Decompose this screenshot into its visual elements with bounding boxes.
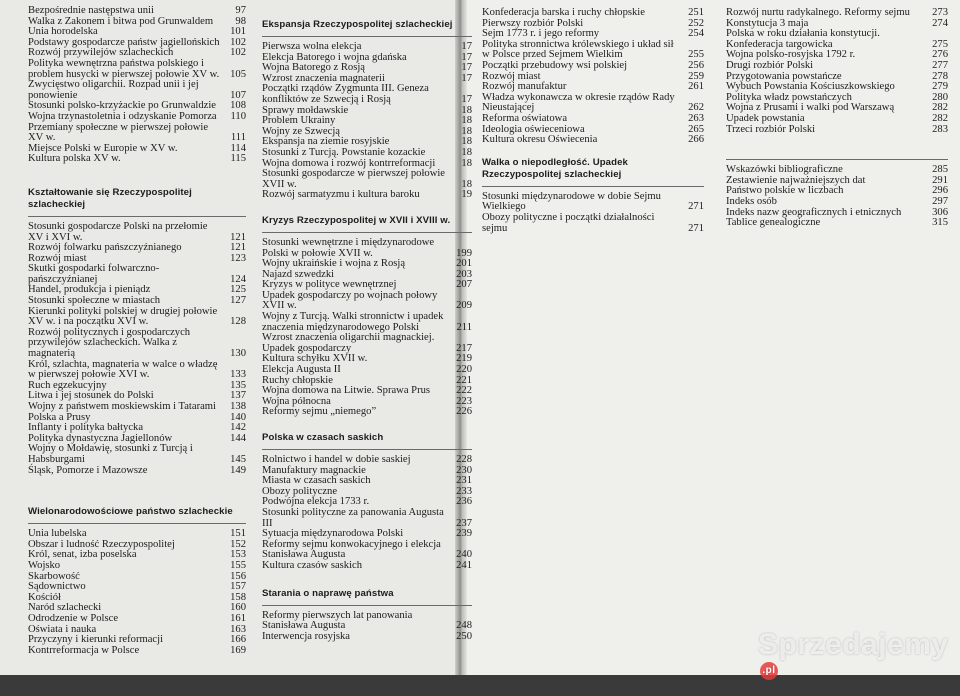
- toc-entry-title: Kościół: [28, 591, 61, 603]
- toc-entry: [28, 466, 246, 477]
- toc-entry: [28, 646, 246, 657]
- toc-entry-page: 18: [461, 115, 472, 127]
- toc-entry-page: 217: [456, 342, 472, 354]
- toc-entry-title: Kultura czasów saskich: [262, 559, 363, 571]
- toc-section: [726, 8, 948, 135]
- toc-entry-page: 149: [230, 464, 246, 476]
- toc-entry: [262, 148, 472, 159]
- toc-entry-title: Wojny o Mołdawię, stosunki z Turcją i Habsburgami: [28, 443, 193, 465]
- toc-entry-page: 297: [932, 195, 948, 207]
- toc-entry-page: 285: [932, 164, 948, 176]
- toc-entry: [482, 40, 704, 61]
- toc-entry-title: Sejm 1773 r. i jego reformy: [482, 28, 600, 40]
- toc-entry-page: 160: [230, 602, 246, 614]
- toc-entry-page: 155: [230, 559, 246, 571]
- toc-entry-page: 153: [230, 549, 246, 561]
- toc-entry-page: 102: [230, 36, 246, 48]
- toc-entry-page: 128: [230, 316, 246, 328]
- toc-entry-page: 163: [230, 623, 246, 635]
- heading-rule: [262, 36, 472, 37]
- toc-entry-title: Przygotowania powstańcze: [726, 70, 842, 82]
- toc-entry-page: 220: [456, 364, 472, 376]
- toc-entry-title: Polityka wewnętrzna państwa polskiego i problem husycki w pierwszej połowie XV w.: [28, 57, 220, 80]
- toc-entry-page: 101: [230, 26, 246, 38]
- toc-entry-title: Manufaktury magnackie: [262, 464, 366, 476]
- toc-entry-page: 256: [688, 59, 704, 71]
- toc-entry: [262, 540, 472, 561]
- toc-entry-title: Kierunki polityki polskiej w drugiej połowie XV w. i na początku XVI w.: [28, 305, 218, 328]
- toc-entry-page: 261: [688, 81, 704, 93]
- toc-column-4: [726, 8, 948, 229]
- toc-column-2: [262, 8, 472, 642]
- toc-entry-title: Trzeci rozbiór Polski: [726, 123, 816, 135]
- toc-entry: [262, 407, 472, 418]
- toc-entry: [482, 61, 704, 72]
- toc-entry-page: 306: [932, 206, 948, 218]
- toc-section-heading: Kształtowanie się Rzeczypospolitej szlacheckiej: [28, 186, 192, 210]
- toc-entry-title: Upadek gospodarczy po wojnach połowy XVII w.: [262, 289, 438, 312]
- toc-entry-title: Kultura schyłku XVII w.: [262, 353, 368, 365]
- toc-entry-title: Wojna północna: [262, 395, 331, 407]
- watermark-suffix: .pl: [760, 662, 778, 680]
- toc-entry-page: 161: [230, 612, 246, 624]
- toc-entry-page: 280: [932, 91, 948, 103]
- toc-entry-title: Konstytucja 3 maja: [726, 17, 809, 29]
- heading-rule: [262, 605, 472, 606]
- toc-entry-page: 123: [230, 252, 246, 264]
- toc-entry-title: Indeks nazw geograficznych i etnicznych: [726, 206, 902, 218]
- toc-entry-page: 209: [456, 300, 472, 312]
- toc-entry-title: Indeks osób: [726, 195, 777, 207]
- toc-entry-title: Zwycięstwo oligarchii. Rozpad unii i jej ponowienie: [28, 79, 199, 101]
- toc-entry-page: 273: [932, 7, 948, 18]
- toc-section-heading: Ekspansja Rzeczypospolitej szlacheckiej: [262, 19, 453, 30]
- toc-entry: [28, 6, 246, 17]
- toc-entry-page: 266: [688, 134, 704, 146]
- toc-entry-page: 241: [456, 559, 472, 571]
- toc-entry-page: 277: [932, 59, 948, 71]
- toc-entry-title: Elekcja Batorego i wojna gdańska: [262, 51, 407, 63]
- toc-entry-title: Ruch egzekucyjny: [28, 379, 107, 391]
- toc-entry-page: 240: [456, 549, 472, 561]
- toc-entry-title: Władza wykonawcza w okresie rządów Rady Nieustającej: [482, 91, 675, 114]
- toc-entry-page: 255: [688, 49, 704, 61]
- toc-entry: [262, 42, 472, 53]
- heading-rule: [262, 449, 472, 450]
- toc-entry: [28, 123, 246, 144]
- toc-entry-page: 222: [456, 385, 472, 397]
- heading-rule: [28, 523, 246, 524]
- toc-entry-page: 279: [932, 81, 948, 93]
- toc-entry: [28, 59, 246, 80]
- toc-entry-page: 156: [230, 570, 246, 582]
- toc-entry-page: 102: [230, 47, 246, 59]
- toc-entry-title: Stosunki polityczne za panowania Augusta III: [262, 506, 444, 529]
- toc-entry-title: Interwencja rosyjska: [262, 630, 350, 642]
- toc-entry-page: 124: [230, 273, 246, 285]
- toc-entry-title: Wojny ukraińskie i wojna z Rosją: [262, 258, 406, 270]
- toc-entry-page: 108: [230, 100, 246, 112]
- toc-entry-page: 248: [456, 620, 472, 632]
- toc-entry-page: 251: [688, 7, 704, 18]
- toc-entry-page: 151: [230, 528, 246, 540]
- toc-entry: [262, 238, 472, 259]
- toc-entry-title: Sprawy mołdawskie: [262, 104, 349, 116]
- toc-entry-title: Miejsce Polski w Europie w XV w.: [28, 142, 178, 154]
- toc-entry-page: 236: [456, 496, 472, 508]
- toc-entry-page: 140: [230, 411, 246, 423]
- toc-entry-title: Problem Ukrainy: [262, 115, 336, 127]
- toc-entry-title: Obozy polityczne: [262, 485, 338, 497]
- toc-column-3: [482, 8, 704, 234]
- toc-entry-title: Reformy sejmu konwokacyjnego i elekcja Stanisława Augusta: [262, 538, 441, 561]
- toc-entry-page: 230: [456, 464, 472, 476]
- toc-entry: [28, 222, 246, 243]
- toc-entry-page: 276: [932, 49, 948, 61]
- toc-entry-page: 137: [230, 390, 246, 402]
- toc-entry-title: Polska a Prusy: [28, 411, 91, 423]
- toc-entry-title: Bezpośrednie następstwa unii: [28, 5, 154, 16]
- toc-entry: [726, 197, 948, 208]
- toc-entry-page: 250: [456, 630, 472, 642]
- toc-section: [482, 157, 704, 234]
- toc-entry-page: 265: [688, 123, 704, 135]
- toc-entry-page: 271: [688, 222, 704, 234]
- toc-entry-title: Państwo polskie w liczbach: [726, 185, 844, 197]
- toc-entry-title: Obszar i ludność Rzeczypospolitej: [28, 538, 175, 550]
- toc-entry-page: 283: [932, 123, 948, 135]
- heading-rule: [28, 216, 246, 217]
- toc-entry-page: 18: [461, 125, 472, 137]
- toc-section: [262, 215, 472, 418]
- toc-entry-title: Kryzys w polityce wewnętrznej: [262, 279, 397, 291]
- toc-entry-page: 130: [230, 348, 246, 360]
- toc-entry-page: 115: [230, 153, 246, 165]
- toc-entry-page: 17: [461, 93, 472, 105]
- toc-entry-page: 201: [456, 258, 472, 270]
- toc-entry: [262, 632, 472, 643]
- toc-entry-page: 144: [230, 432, 246, 444]
- toc-section: [28, 506, 246, 656]
- toc-entry-page: 127: [230, 295, 246, 307]
- toc-entry-page: 107: [230, 89, 246, 101]
- toc-entry-page: 121: [230, 242, 246, 254]
- watermark-text: Sprzedajemy: [758, 628, 949, 661]
- toc-entry-title: Ekspansja na ziemie rosyjskie: [262, 136, 390, 148]
- toc-entry-title: Kultura polska XV w.: [28, 153, 121, 165]
- toc-entry: [262, 312, 472, 333]
- section-rule: [726, 159, 948, 160]
- toc-entry-title: Wojna z Prusami i walki pod Warszawą: [726, 102, 895, 114]
- toc-entry-title: Stosunki społeczne w miastach: [28, 295, 161, 307]
- toc-entry-title: Konfederacja barska i ruchy chłopskie: [482, 7, 645, 18]
- toc-entry-title: Najazd szwedzki: [262, 268, 335, 280]
- toc-entry-page: 296: [932, 185, 948, 197]
- toc-entry-page: 199: [456, 247, 472, 259]
- toc-entry: [726, 61, 948, 72]
- toc-entry-title: Rozwój przywilejów szlacheckich: [28, 47, 174, 59]
- toc-entry-page: 262: [688, 102, 704, 114]
- toc-entry-title: Polityka dynastyczna Jagiellonów: [28, 432, 173, 444]
- toc-entry-title: Pierwsza wolna elekcja: [262, 41, 362, 52]
- toc-entry-title: Wojny z państwem moskiewskim i Tatarami: [28, 401, 216, 412]
- toc-entry-title: Polityka władz powstańczych: [726, 91, 852, 103]
- toc-entry-page: 237: [456, 517, 472, 529]
- toc-entry-title: Obozy polityczne i początki działalności sejmu: [482, 211, 655, 234]
- toc-entry-page: 315: [932, 217, 948, 229]
- toc-section: [28, 187, 246, 476]
- toc-entry: [482, 114, 704, 125]
- toc-section: [726, 159, 948, 229]
- toc-entry-title: Polska w roku działania konstytucji. Konfederacja targowicka: [726, 28, 880, 50]
- toc-entry-title: Król, senat, izba poselska: [28, 549, 137, 561]
- toc-entry-title: Skutki gospodarki folwarczno-pańszczyźnianej: [28, 263, 160, 285]
- toc-entry-page: 135: [230, 379, 246, 391]
- toc-entry-page: 274: [932, 17, 948, 29]
- toc-entry: [482, 213, 704, 234]
- toc-entry-title: Wzrost znaczenia oligarchii magnackiej. Upadek gospodarczy: [262, 332, 435, 354]
- toc-entry-page: 252: [688, 17, 704, 29]
- toc-entry-title: Miasta w czasach saskich: [262, 475, 371, 487]
- toc-entry-page: 138: [230, 401, 246, 412]
- toc-entry-title: Rolnictwo i handel w dobie saskiej: [262, 454, 411, 465]
- toc-entry-title: Walka z Zakonem i bitwa pod Grunwaldem: [28, 15, 214, 27]
- toc-entry-page: 145: [230, 453, 246, 465]
- toc-entry-page: 18: [461, 157, 472, 169]
- toc-section-heading: Kryzys Rzeczypospolitej w XVII i XVIII w.: [262, 214, 451, 226]
- toc-entry-title: Król, szlachta, magnateria w walce o władzę w pierwszej połowie XVI w.: [28, 358, 218, 381]
- toc-entry: [262, 190, 472, 201]
- toc-entry-title: Wojny z Turcją. Walki stronnictw i upadek znaczenia międzynarodowego Polski: [262, 311, 444, 333]
- toc-entry-title: Przyczyny i kierunki reformacji: [28, 634, 164, 646]
- toc-entry: [726, 114, 948, 125]
- toc-entry: [262, 333, 472, 354]
- heading-rule: [262, 232, 472, 233]
- toc-entry-title: Rozwój folwarku pańszczyźnianego: [28, 242, 182, 254]
- toc-entry-page: 203: [456, 268, 472, 280]
- toc-entry: [262, 611, 472, 632]
- toc-entry: [28, 264, 246, 285]
- toc-entry-title: Zestawienie najważniejszych dat: [726, 174, 866, 186]
- toc-entry-title: Rozwój nurtu radykalnego. Reformy sejmu: [726, 7, 910, 18]
- toc-entry-title: Unia lubelska: [28, 528, 87, 540]
- toc-entry-page: 278: [932, 70, 948, 82]
- toc-entry-page: 18: [461, 178, 472, 190]
- toc-entry-title: Skarbowość: [28, 570, 80, 582]
- toc-entry-title: Wojna domowa i rozwój kontrreformacji: [262, 157, 436, 169]
- toc-entry-page: 233: [456, 485, 472, 497]
- toc-entry-title: Elekcja Augusta II: [262, 364, 341, 376]
- toc-entry-title: Reformy sejmu „niemego”: [262, 406, 377, 418]
- toc-entry-page: 259: [688, 70, 704, 82]
- toc-entry: [262, 561, 472, 572]
- toc-entry-title: Inflanty i polityka bałtycka: [28, 422, 144, 434]
- toc-entry-page: 18: [461, 146, 472, 158]
- toc-entry-page: 98: [235, 15, 246, 27]
- toc-entry-title: Pierwszy rozbiór Polski: [482, 17, 584, 29]
- toc-entry: [28, 80, 246, 101]
- toc-entry-title: Stosunki polsko-krzyżackie po Grunwaldzie: [28, 100, 216, 112]
- toc-entry-title: Kontrreformacja w Polsce: [28, 644, 140, 656]
- toc-entry-page: 157: [230, 581, 246, 593]
- toc-column-1: [28, 6, 246, 656]
- toc-entry: [262, 508, 472, 529]
- toc-entry-title: Wybuch Powstania Kościuszkowskiego: [726, 81, 895, 93]
- toc-entry-title: Upadek powstania: [726, 112, 805, 124]
- toc-entry: [28, 328, 246, 360]
- toc-entry-page: 211: [456, 321, 472, 333]
- toc-entry-title: Podwójna elekcja 1733 r.: [262, 496, 370, 508]
- toc-entry: [482, 135, 704, 146]
- toc-entry: [482, 192, 704, 213]
- toc-entry: [28, 402, 246, 413]
- toc-entry-page: 17: [461, 51, 472, 63]
- toc-entry-page: 17: [461, 41, 472, 52]
- toc-entry: [28, 112, 246, 123]
- toc-entry-title: Stosunki międzynarodowe w dobie Sejmu Wielkiego: [482, 190, 661, 213]
- toc-entry-title: Wojna trzynastoletnia i odzyskanie Pomorza: [28, 110, 217, 122]
- toc-entry-page: 282: [932, 102, 948, 114]
- toc-section-heading: Walka o niepodległość. Upadek Rzeczypospolitej szlacheckiej: [482, 156, 628, 180]
- toc-entry-page: 223: [456, 395, 472, 407]
- toc-entry: [726, 218, 948, 229]
- toc-entry-page: 19: [461, 189, 472, 201]
- toc-entry-title: Drugi rozbiór Polski: [726, 59, 814, 71]
- toc-entry-title: Wzrost znaczenia magnaterii: [262, 72, 385, 84]
- toc-entry-page: 17: [461, 72, 472, 84]
- toc-entry-page: 275: [932, 38, 948, 50]
- toc-entry-page: 111: [230, 132, 246, 144]
- toc-entry: [262, 169, 472, 190]
- toc-entry-title: Odrodzenie w Polsce: [28, 612, 119, 624]
- toc-entry-title: Sytuacja międzynarodowa Polski: [262, 528, 404, 540]
- toc-entry-page: 166: [230, 634, 246, 646]
- toc-entry-title: Początki przebudowy wsi polskiej: [482, 59, 628, 71]
- toc-entry-title: Handel, produkcja i pieniądz: [28, 284, 151, 296]
- toc-entry-title: Rozwój miast: [482, 70, 541, 82]
- toc-entry-page: 105: [230, 68, 246, 80]
- toc-entry-title: Kultura okresu Oświecenia: [482, 134, 598, 146]
- toc-entry: [726, 29, 948, 50]
- toc-entry-title: Stosunki wewnętrzne i międzynarodowe Polski w połowie XVII w.: [262, 236, 435, 259]
- toc-entry-title: Wojna domowa na Litwie. Sprawa Prus: [262, 385, 431, 397]
- toc-entry-page: 121: [230, 231, 246, 243]
- toc-entry-page: 282: [932, 112, 948, 124]
- toc-entry: [28, 307, 246, 328]
- toc-entry-title: Reforma oświatowa: [482, 112, 568, 124]
- toc-entry-title: Unia horodelska: [28, 26, 98, 38]
- toc-entry-title: Rozwój sarmatyzmu i kultura baroku: [262, 189, 420, 201]
- toc-entry: [28, 550, 246, 561]
- toc-entry-title: Tablice genealogiczne: [726, 217, 821, 229]
- toc-entry-title: Ruchy chłopskie: [262, 374, 333, 386]
- toc-entry: [28, 154, 246, 165]
- toc-entry: [482, 93, 704, 114]
- toc-entry-page: 18: [461, 136, 472, 148]
- toc-entry: [482, 8, 704, 19]
- toc-entry-page: 142: [230, 422, 246, 434]
- toc-entry-page: 228: [456, 454, 472, 465]
- toc-entry-page: 97: [235, 5, 246, 16]
- toc-entry-page: 158: [230, 591, 246, 603]
- toc-section-heading: Starania o naprawę państwa: [262, 587, 394, 599]
- toc-entry-title: Śląsk, Pomorze i Mazowsze: [28, 464, 148, 476]
- toc-entry-title: Stosunki gospodarcze Polski na przełomie XV i XVI w.: [28, 220, 208, 243]
- toc-entry-title: Rozwój politycznych i gospodarczych przywilejów szlacheckich. Walka z magnaterią: [28, 326, 191, 360]
- toc-entry: [28, 561, 246, 572]
- heading-rule: [482, 186, 704, 187]
- toc-section: [262, 588, 472, 643]
- toc-entry-page: 169: [230, 644, 246, 656]
- toc-entry-title: Wojna polsko-rosyjska 1792 r.: [726, 49, 856, 61]
- toc-entry-title: Podstawy gospodarcze państw jagiellońskich: [28, 36, 220, 48]
- toc-entry-page: 18: [461, 104, 472, 116]
- toc-entry: [28, 444, 246, 465]
- toc-entry-title: Rozwój manufaktur: [482, 81, 567, 93]
- toc-entry-page: 221: [456, 374, 472, 386]
- toc-entry-page: 133: [230, 369, 246, 381]
- toc-entry: [262, 291, 472, 312]
- toc-entry-title: Przemiany społeczne w pierwszej połowie XV w.: [28, 121, 209, 144]
- toc-entry-page: 125: [230, 284, 246, 296]
- toc-entry-title: Wskazówki bibliograficzne: [726, 164, 843, 176]
- toc-entry-title: Wojna Batorego z Rosją: [262, 62, 365, 74]
- toc-entry-title: Ideologia oświeceniowa: [482, 123, 585, 135]
- toc-entry-title: Początki rządów Zygmunta III. Geneza konfliktów ze Szwecją i Rosją: [262, 83, 429, 105]
- toc-entry-page: 271: [688, 201, 704, 213]
- toc-entry: [726, 8, 948, 19]
- toc-entry-title: Polityka stronnictwa królewskiego i układ sił w Polsce przed Sejmem Wielkim: [482, 38, 674, 61]
- toc-entry-page: 254: [688, 28, 704, 40]
- toc-entry: [28, 360, 246, 381]
- toc-section: [482, 8, 704, 146]
- toc-entry-title: Litwa i jej stosunek do Polski: [28, 390, 154, 402]
- toc-entry-title: Naród szlachecki: [28, 602, 102, 614]
- toc-entry-title: Oświata i nauka: [28, 623, 97, 635]
- toc-entry-title: Sądownictwo: [28, 581, 86, 593]
- toc-entry-title: Stosunki z Turcją. Powstanie kozackie: [262, 146, 426, 158]
- toc-entry-page: 226: [456, 406, 472, 418]
- toc-entry: [262, 455, 472, 466]
- toc-entry-page: 114: [230, 142, 246, 154]
- toc-entry-title: Reformy pierwszych lat panowania Stanisława Augusta: [262, 609, 413, 632]
- toc-section: [28, 6, 246, 165]
- toc-entry-page: 17: [461, 62, 472, 74]
- toc-entry-title: Wojny ze Szwecją: [262, 125, 340, 137]
- toc-entry-title: Wojsko: [28, 559, 61, 571]
- toc-section-heading: Polska w czasach saskich: [262, 432, 384, 443]
- watermark-logo: [758, 628, 960, 696]
- toc-entry-page: 263: [688, 112, 704, 124]
- toc-section-heading: Wielonarodowościowe państwo szlacheckie: [28, 506, 233, 518]
- toc-entry-page: 110: [230, 110, 246, 122]
- toc-entry: [262, 84, 472, 105]
- toc-entry-page: 231: [456, 475, 472, 487]
- toc-section: [262, 432, 472, 572]
- toc-entry-title: Stosunki gospodarcze w pierwszej połowie XVII w.: [262, 168, 445, 190]
- toc-entry-page: 239: [456, 528, 472, 540]
- toc-entry-page: 152: [230, 538, 246, 550]
- toc-entry: [28, 614, 246, 625]
- toc-entry-page: 291: [932, 174, 948, 186]
- toc-section: [262, 19, 472, 201]
- toc-entry-page: 207: [456, 279, 472, 291]
- toc-entry-page: 219: [456, 353, 472, 365]
- toc-entry: [726, 125, 948, 136]
- toc-entry-title: Rozwój miast: [28, 252, 87, 264]
